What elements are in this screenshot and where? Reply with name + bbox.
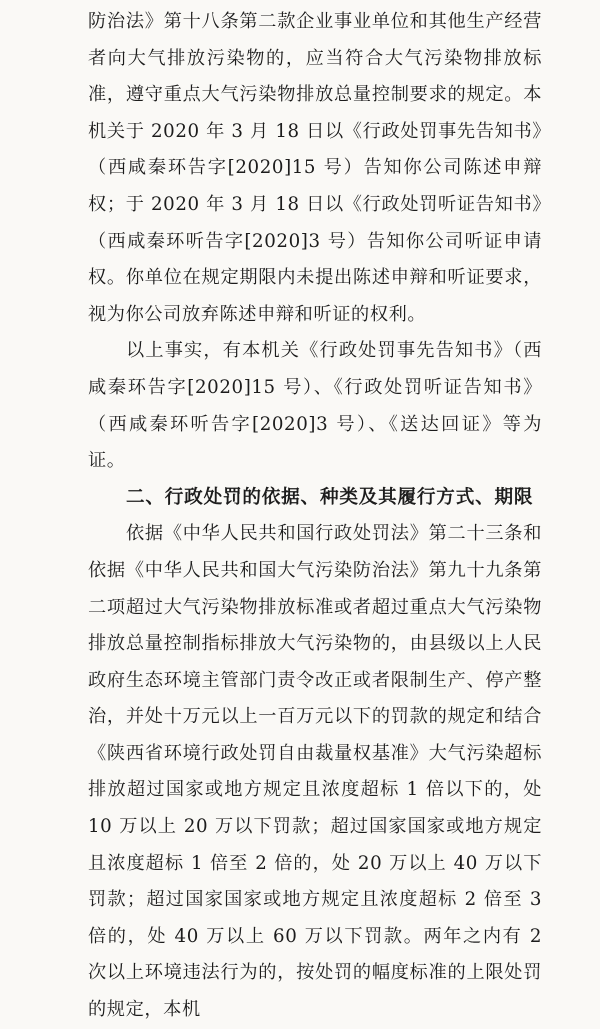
paragraph-notification-facts: 防治法》第十八条第二款企业事业单位和其他生产经营者向大气排放污染物的，应当符合大气污染物排放标准，遵守重点大气污染物排放总量控制要求的规定。本机关于 2020 年 3 月 18 日以《行政处罚事先告知书》（西咸秦环告字[2020]15 号）告知你公司陈述申辩权；于 2020 年 3 月 18 日以《行政处罚听证告知书》（西咸秦环听告字[2020]3 号）告知你公司听证申请权。你单位在规定期限内未提出陈述申辩和听证要求，视为你公司放弃陈述申辩和听证的权利。	[88, 11, 542, 325]
paragraph-penalty-basis: 依据《中华人民共和国行政处罚法》第二十三条和依据《中华人民共和国大气污染防治法》第九十九条第二项超过大气污染物排放标准或者超过重点大气污染物排放总量控制指标排放大气污染物的，由县级以上人民政府生态环境主管部门责令改正或者限制生产、停产整治，并处十万元以上一百万元以下的罚款的规定和结合《陕西省环境行政处罚自由裁量权基准》大气污染超标排放超过国家或地方规定且浓度超标 1 倍以下的，处 10 万以上 20 万以下罚款；超过国家国家或地方规定且浓度超标 1 倍至 2 倍的，处 20 万以上 40 万以下罚款；超过国家国家或地方规定且浓度超标 2 倍至 3 倍的，处 40 万以上 60 万以下罚款。两年之内有 2 次以上环境违法行为的，按处罚的幅度标准的上限处罚的规定，本机	[88, 523, 542, 1021]
section-heading-penalty-basis: 二、行政处罚的依据、种类及其履行方式、期限	[126, 486, 534, 508]
paragraph-evidence: 以上事实，有本机关《行政处罚事先告知书》（西咸秦环告字[2020]15 号）、《行政处罚听证告知书》（西咸秦环听告字[2020]3 号）、《送达回证》等为证。	[88, 340, 542, 472]
